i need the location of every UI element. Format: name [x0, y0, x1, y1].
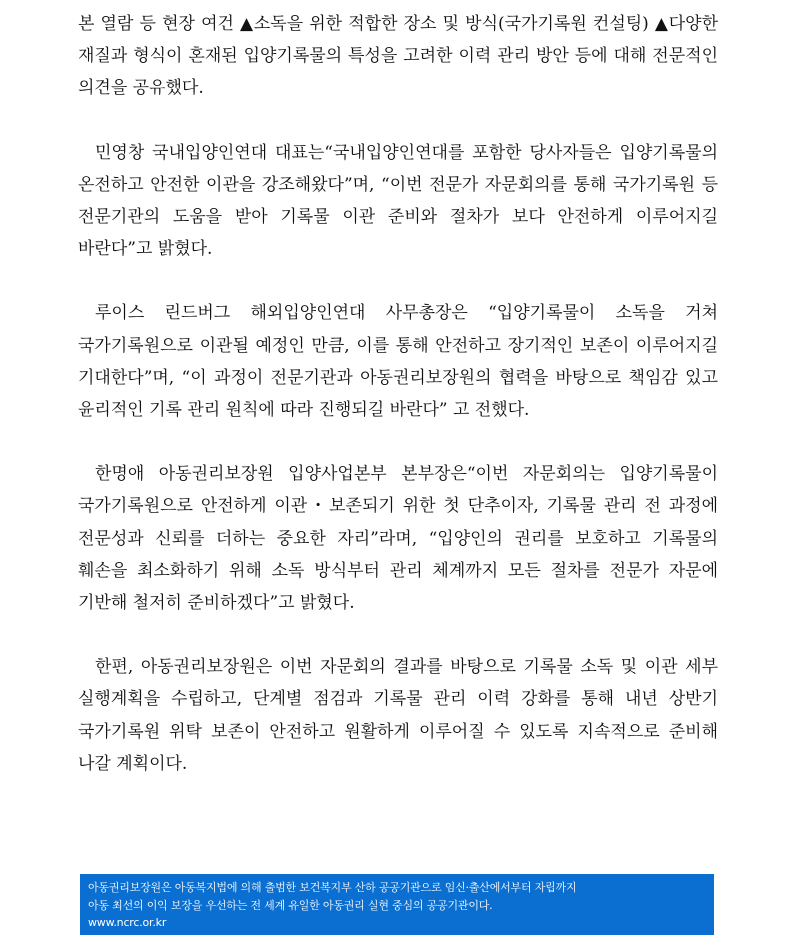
paragraph-5: 한편, 아동권리보장원은 이번 자문회의 결과를 바탕으로 기록물 소독 및 이관 세부 실행계획을 수립하고, 단계별 점검과 기록물 관리 이력 강화를 통해 내년 상반기 국가기록원 위탁 보존이 안전하고 원활하게 이루어질 수 있도록 지속적으로 준비해 나갈 계획이다.	[78, 657, 718, 774]
organization-description-line-1: 아동권리보장원은 아동복지법에 의해 출범한 보건복지부 산하 공공기관으로 임신·출산에서부터 자립까지	[88, 881, 577, 894]
paragraph-3: 루이스 린드버그 해외입양인연대 사무총장은 “입양기록물이 소독을 거쳐 국가기록원으로 이관될 예정인 만큼, 이를 통해 안전하고 장기적인 보존이 이루어지길 기대한다”며, “이 과정이 전문기관과 아동권리보장원의 협력을 바탕으로 책임감 있고 윤리적인 기록 관리 원칙에 따라 진행되길 바란다” 고 전했다.	[78, 303, 718, 421]
paragraph-4: 한명애 아동권리보장원 입양사업본부 본부장은“이번 자문회의는 입양기록물이 국가기록원으로 안전하게 이관・보존되기 위한 첫 단추이자, 기록물 관리 전 과정에 전문성과 신뢰를 더하는 중요한 자리”라며, “입양인의 권리를 보호하고 기록물의 훼손을 최소화하기 위해 소독 방식부터 관리 체계까지 모든 절차를 전문가 자문에 기반해 철저히 준비하겠다”고 밝혔다.	[78, 464, 718, 614]
paragraph-gap	[78, 265, 718, 297]
paragraph-2: 민영창 국내입양인연대 대표는“국내입양인연대를 포함한 당사자들은 입양기록물의 온전하고 안전한 이관을 강조해왔다”며, “이번 전문가 자문회의를 통해 국가기록원 등 전문기관의 도움을 받아 기록물 이관 준비와 절차가 보다 안전하게 이루어지길 바란다”고 밝혔다.	[78, 142, 718, 260]
organization-info-box	[80, 874, 714, 935]
paragraph-gap	[78, 619, 718, 651]
press-release-body	[78, 8, 718, 780]
paragraph-gap	[78, 105, 718, 137]
organization-description-line-2: 아동 최선의 이익 보장을 우선하는 전 세계 유일한 아동권리 실현 중심의 공공기관이다.	[88, 898, 493, 912]
paragraph-1: 본 열람 등 현장 여건 ▲소독을 위한 적합한 장소 및 방식(국가기록원 컨설팅) ▲다양한 재질과 형식이 혼재된 입양기록물의 특성을 고려한 이력 관리 방안 등에 대해 전문적인 의견을 공유했다.	[78, 14, 718, 99]
paragraph-gap	[78, 426, 718, 458]
organization-website-link[interactable]: www.ncrc.or.kr	[88, 916, 167, 929]
